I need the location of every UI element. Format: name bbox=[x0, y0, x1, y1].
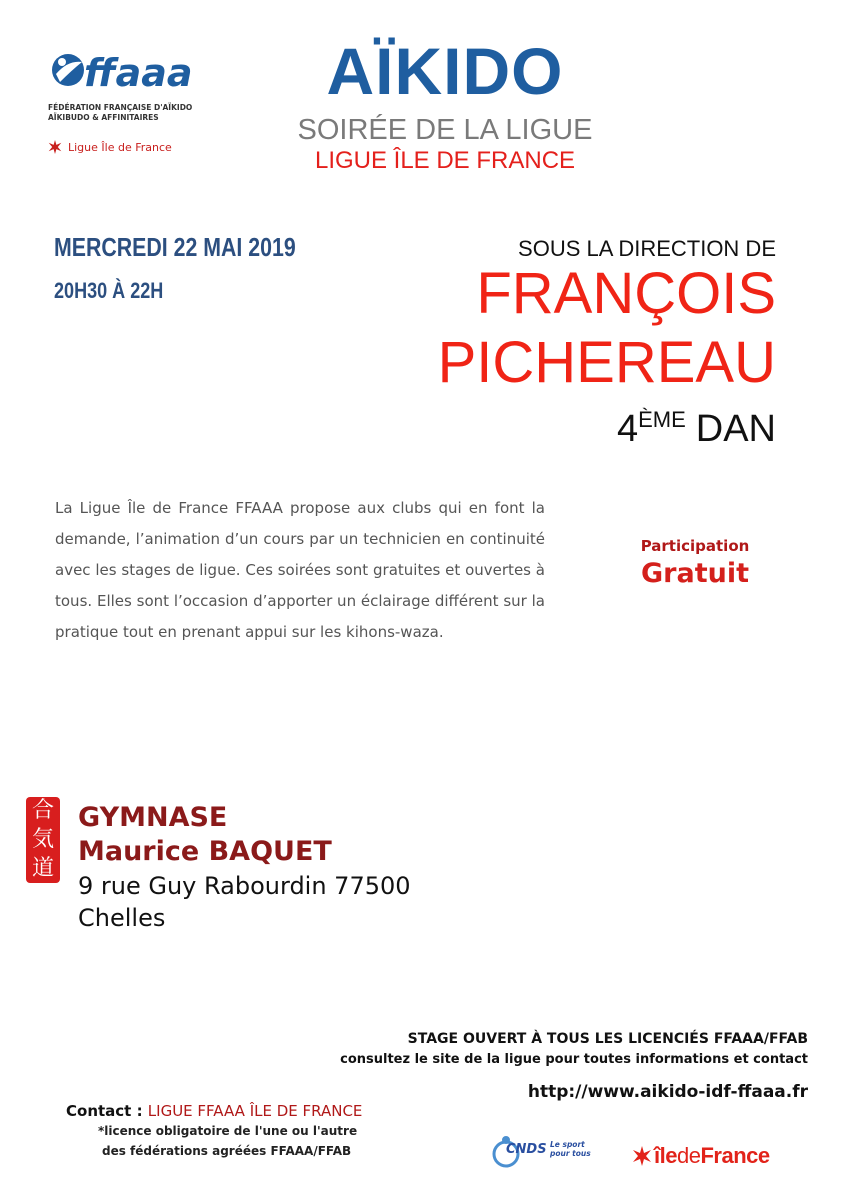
ffaaa-logo-icon bbox=[46, 40, 196, 100]
footnote-line-1: *licence obligatoire de l'une ou l'autre bbox=[98, 1124, 358, 1138]
star-icon bbox=[48, 140, 62, 154]
stage-notice: STAGE OUVERT À TOUS LES LICENCIÉS FFAAA/FFAB bbox=[407, 1031, 808, 1047]
page-title: AÏKIDO bbox=[326, 34, 564, 108]
federation-name bbox=[48, 103, 218, 123]
contact-label: Contact : bbox=[66, 1102, 148, 1120]
venue-name: Maurice BAQUET bbox=[78, 836, 332, 867]
venue-type: GYMNASE bbox=[78, 802, 228, 833]
website-link[interactable]: http://www.aikido-idf-ffaaa.fr bbox=[527, 1082, 808, 1102]
event-date: MERCREDI 22 MAI 2019 bbox=[54, 232, 296, 262]
direction-label: SOUS LA DIRECTION DE bbox=[518, 236, 776, 261]
cnds-tagline: Le sport pour tous bbox=[550, 1140, 591, 1158]
cnds-logo bbox=[492, 1132, 602, 1176]
footnote-line-2: des fédérations agréées FFAAA/FFAB bbox=[102, 1144, 352, 1158]
teacher-rank bbox=[617, 398, 776, 451]
rank-word: DAN bbox=[695, 408, 776, 450]
teacher-last-name: PICHEREAU bbox=[437, 330, 776, 395]
ffaaa-logo bbox=[46, 40, 196, 100]
ligue-name: LIGUE ÎLE DE FRANCE bbox=[314, 147, 576, 174]
venue-address: 9 rue Guy Rabourdin 77500 bbox=[78, 872, 411, 900]
participation-label: Participation bbox=[640, 537, 750, 555]
logo-text: ffaaa bbox=[84, 51, 193, 95]
rank-superscript: ÈME bbox=[638, 407, 686, 432]
event-time: 20H30 À 22H bbox=[54, 278, 164, 303]
teacher-first-name: FRANÇOIS bbox=[476, 261, 776, 326]
kanji-char: 合 bbox=[31, 798, 54, 824]
venue-city: Chelles bbox=[78, 904, 166, 932]
ligue-label-text: Ligue Île de France bbox=[68, 141, 172, 154]
participation-value: Gratuit bbox=[641, 558, 749, 589]
idf-logo-part-1: île bbox=[654, 1143, 677, 1168]
aikido-kanji-badge bbox=[26, 797, 60, 883]
kanji-char: 道 bbox=[31, 855, 54, 881]
rank-number: 4 bbox=[616, 408, 639, 450]
contact-line bbox=[66, 1102, 362, 1120]
idf-logo-part-3: France bbox=[700, 1143, 770, 1168]
federation-line-2: AÏKIBUDO & AFFINITAIRES bbox=[48, 113, 159, 122]
kanji-char: 気 bbox=[31, 826, 54, 852]
ligue-label bbox=[48, 140, 172, 154]
federation-line-1: FÉDÉRATION FRANÇAISE D'AÏKIDO bbox=[48, 103, 193, 112]
consult-notice: consultez le site de la ligue pour toutes informations et contact bbox=[340, 1052, 808, 1067]
contact-value: LIGUE FFAAA ÎLE DE FRANCE bbox=[147, 1102, 363, 1120]
star-icon bbox=[632, 1146, 652, 1166]
event-description: La Ligue Île de France FFAAA propose aux clubs qui en font la demande, l’animation d’un cours par un technicien en continuité avec les stages de ligue. Ces soirées sont gratuites et ouvertes à tous. Elles sont l’occasion d’apporter un éclairage différent sur la pratique tout en prenant appui sur les kihons-waza. bbox=[55, 499, 545, 641]
iledefrance-logo bbox=[632, 1143, 770, 1169]
cnds-name: CNDS bbox=[506, 1142, 547, 1157]
page-subtitle: SOIRÉE DE LA LIGUE bbox=[297, 114, 593, 146]
idf-logo-part-2: de bbox=[676, 1143, 701, 1168]
